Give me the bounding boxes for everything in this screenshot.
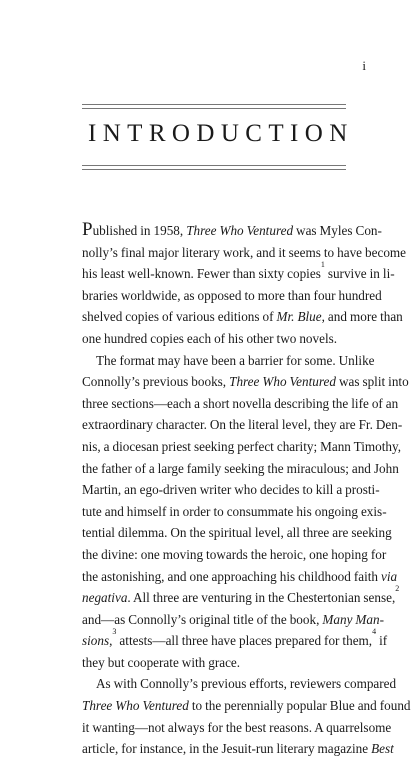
text-span: was Myles Con- — [296, 223, 382, 238]
text-line: As with Connolly’s previous efforts, reviewers compared — [96, 676, 397, 692]
text-line: Martin, an ego-driven writer who decides to kill a prosti- — [82, 482, 380, 498]
text-line — [82, 306, 403, 328]
top-rule-upper — [82, 104, 346, 105]
text-span: shelved copies of various editions of — [82, 309, 274, 325]
text-line: they but cooperate with grace. — [82, 654, 241, 670]
text-line — [82, 695, 411, 717]
text-span: if — [379, 633, 388, 649]
book-title: Three Who Ventured — [82, 698, 189, 714]
text-line: braries worldwide, as opposed to more than four hundred — [82, 287, 382, 303]
text-span: was split into — [338, 374, 409, 390]
text-span: article, for instance, in the Jesuit-run literary magazine — [82, 741, 369, 757]
text-line: the father of a large family seeking the miraculous; and John — [82, 460, 399, 476]
text-span: his least well-known. Fewer than sixty copies — [82, 266, 321, 282]
text-span: to the perennially popular Blue and found — [191, 698, 411, 714]
text-line — [82, 584, 400, 609]
bottom-rule-upper — [82, 165, 346, 166]
book-title: Three Who Ventured — [229, 374, 336, 390]
text-line: nis, a diocesan priest seeking perfect charity; Mann Timothy, — [82, 438, 402, 454]
bottom-rule-lower — [82, 169, 346, 170]
book-title: Mr. Blue — [276, 309, 322, 325]
text-line: three sections—each a short novella describing the life of an — [82, 395, 399, 411]
text-line — [82, 738, 394, 760]
text-line: sions,$^3$ attests—all three have places prepared for them,$^4$ if — [82, 627, 388, 649]
text-line: tential dilemma. On the spiritual level, all three are seeking — [82, 525, 392, 541]
book-title: Many Man- — [322, 611, 384, 627]
text-line: the divine: one moving towards the heroic, one hoping for — [82, 546, 387, 562]
text-line: one hundred copies each of his other two novels. — [82, 330, 338, 346]
text-line — [82, 219, 382, 242]
text-line: extraordinary character. On the literal level, they are Fr. Den- — [82, 417, 403, 433]
magazine-title: Best — [371, 741, 394, 757]
text-span: attests—all three have places prepared for them, — [119, 633, 373, 649]
book-title: Three Who Ventured — [186, 223, 294, 238]
text-span: and—as Connolly’s original title of the book, — [82, 611, 320, 627]
text-line — [82, 371, 409, 393]
top-rule-lower — [82, 108, 346, 109]
text-span: ublished in 1958, — [92, 223, 184, 238]
paragraph-1 — [82, 219, 407, 350]
text-line — [82, 260, 395, 285]
book-title: sions — [82, 633, 110, 649]
chapter-title: INTRODUCTION — [88, 120, 354, 147]
footnote-marker: 1 — [320, 260, 325, 270]
footnote-marker: 2 — [395, 584, 400, 594]
text-span: survive in li- — [327, 266, 395, 282]
page-number: i — [362, 58, 366, 73]
italic-phrase: negativa — [82, 590, 128, 606]
text-line — [82, 566, 398, 588]
paragraph-3 — [82, 673, 411, 759]
text-span: . All three are venturing in the Chestertonian sense, — [127, 590, 396, 606]
text-line: The format may have been a barrier for some. Unlike — [96, 352, 375, 368]
text-span: Connolly’s previous books, — [82, 374, 227, 390]
text-line: it wanting—not always for the best reasons. A quarrelsome — [82, 719, 392, 735]
text-line: tute and himself in order to consummate his ongoing exis- — [82, 503, 387, 519]
footnote-marker: 4 — [372, 627, 377, 637]
text-line — [82, 609, 384, 631]
text-line: nolly’s final major literary work, and it seems to have become — [82, 244, 407, 260]
paragraph-2 — [82, 350, 409, 674]
body-text — [82, 219, 411, 760]
footnote-marker: 3 — [112, 627, 117, 637]
text-span: , and more than — [321, 309, 403, 325]
italic-phrase: via — [381, 568, 398, 584]
drop-cap: P — [82, 219, 93, 240]
text-span: the astonishing, and one approaching his childhood faith — [82, 568, 379, 584]
